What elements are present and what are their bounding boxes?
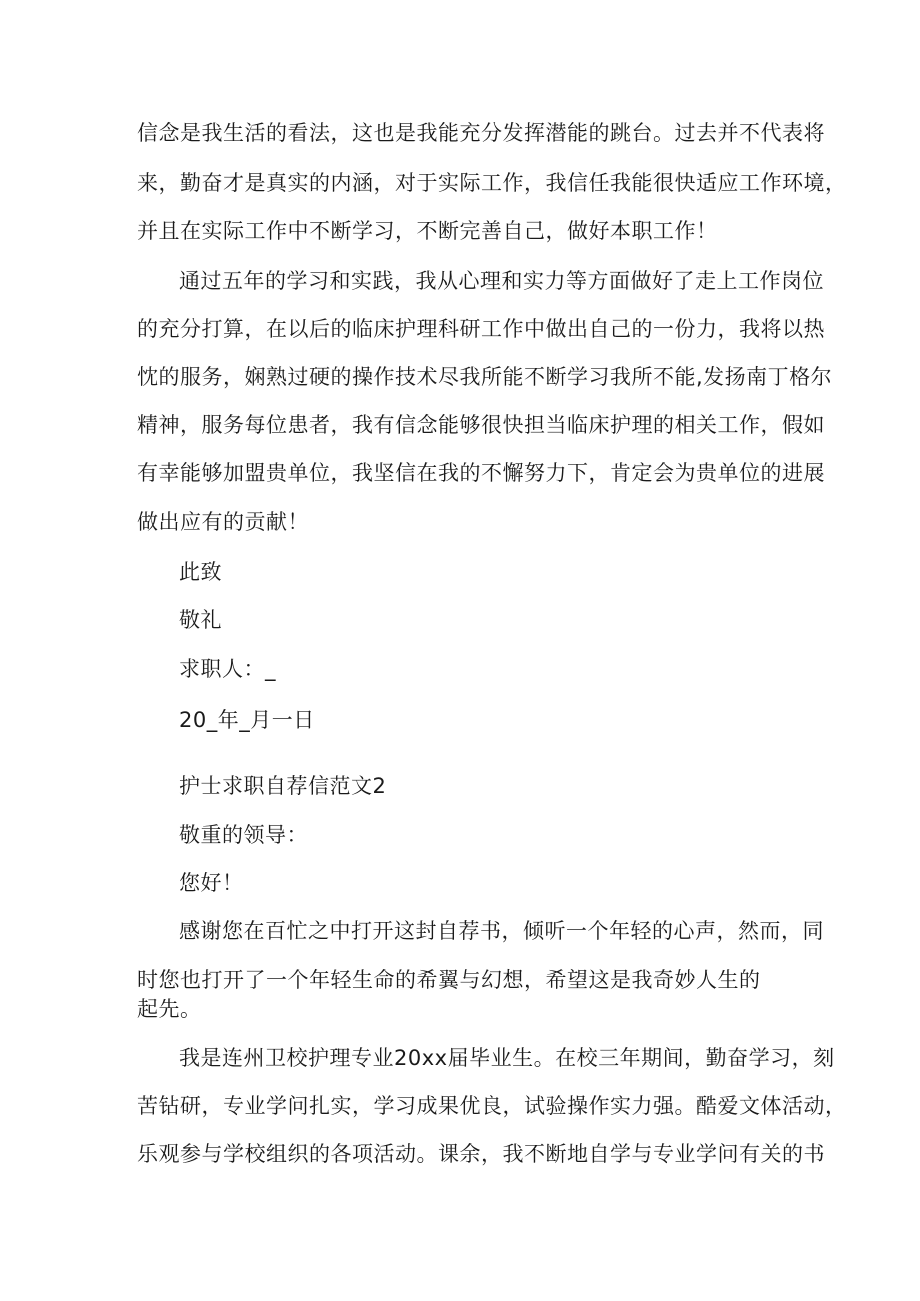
letter-title: 护士求职自荐信范文2	[179, 774, 387, 798]
paragraph-line: 乐观参与学校组织的各项活动。课余，我不断地自学与专业学问有关的书	[137, 1142, 825, 1166]
paragraph-line: 有幸能够加盟贵单位，我坚信在我的不懈努力下，肯定会为贵单位的进展	[137, 461, 825, 485]
greeting: 敬重的领导：	[179, 823, 308, 847]
date-line: 20_年_月一日	[179, 708, 315, 732]
hello-line: 您好！	[179, 871, 244, 895]
paragraph-line: 起先。	[137, 997, 202, 1021]
paragraph-line: 并且在实际工作中不断学习，不断完善自己，做好本职工作！	[137, 219, 718, 243]
paragraph-line: 我是连州卫校护理专业20xx届毕业生。在校三年期间，勤奋学习，刻	[179, 1046, 835, 1070]
paragraph-line: 信念是我生活的看法，这也是我能充分发挥潜能的跳台。过去并不代表将	[137, 121, 825, 145]
paragraph-line: 苦钻研，专业学问扎实，学习成果优良，试验操作实力强。酷爱文体活动，	[137, 1094, 847, 1118]
applicant-line: 求职人：_	[179, 657, 276, 681]
paragraph-line: 来，勤奋才是真实的内涵，对于实际工作，我信任我能很快适应工作环境，	[137, 171, 847, 195]
paragraph-line: 精神，服务每位患者，我有信念能够很快担当临床护理的相关工作，假如	[137, 413, 825, 437]
paragraph-line: 做出应有的贡献！	[137, 510, 309, 534]
closing-regards: 敬礼	[179, 608, 222, 632]
paragraph-line: 忱的服务，娴熟过硬的操作技术尽我所能不断学习我所不能,发扬南丁格尔	[137, 365, 833, 389]
paragraph-line: 的充分打算，在以后的临床护理科研工作中做出自己的一份力，我将以热	[137, 317, 825, 341]
paragraph-line: 通过五年的学习和实践，我从心理和实力等方面做好了走上工作岗位	[179, 269, 824, 293]
paragraph-line: 感谢您在百忙之中打开这封自荐书，倾听一个年轻的心声，然而，同	[179, 919, 824, 943]
paragraph-line: 时您也打开了一个年轻生命的希翼与幻想，希望这是我奇妙人生的	[137, 968, 761, 992]
closing-salute: 此致	[179, 560, 222, 584]
